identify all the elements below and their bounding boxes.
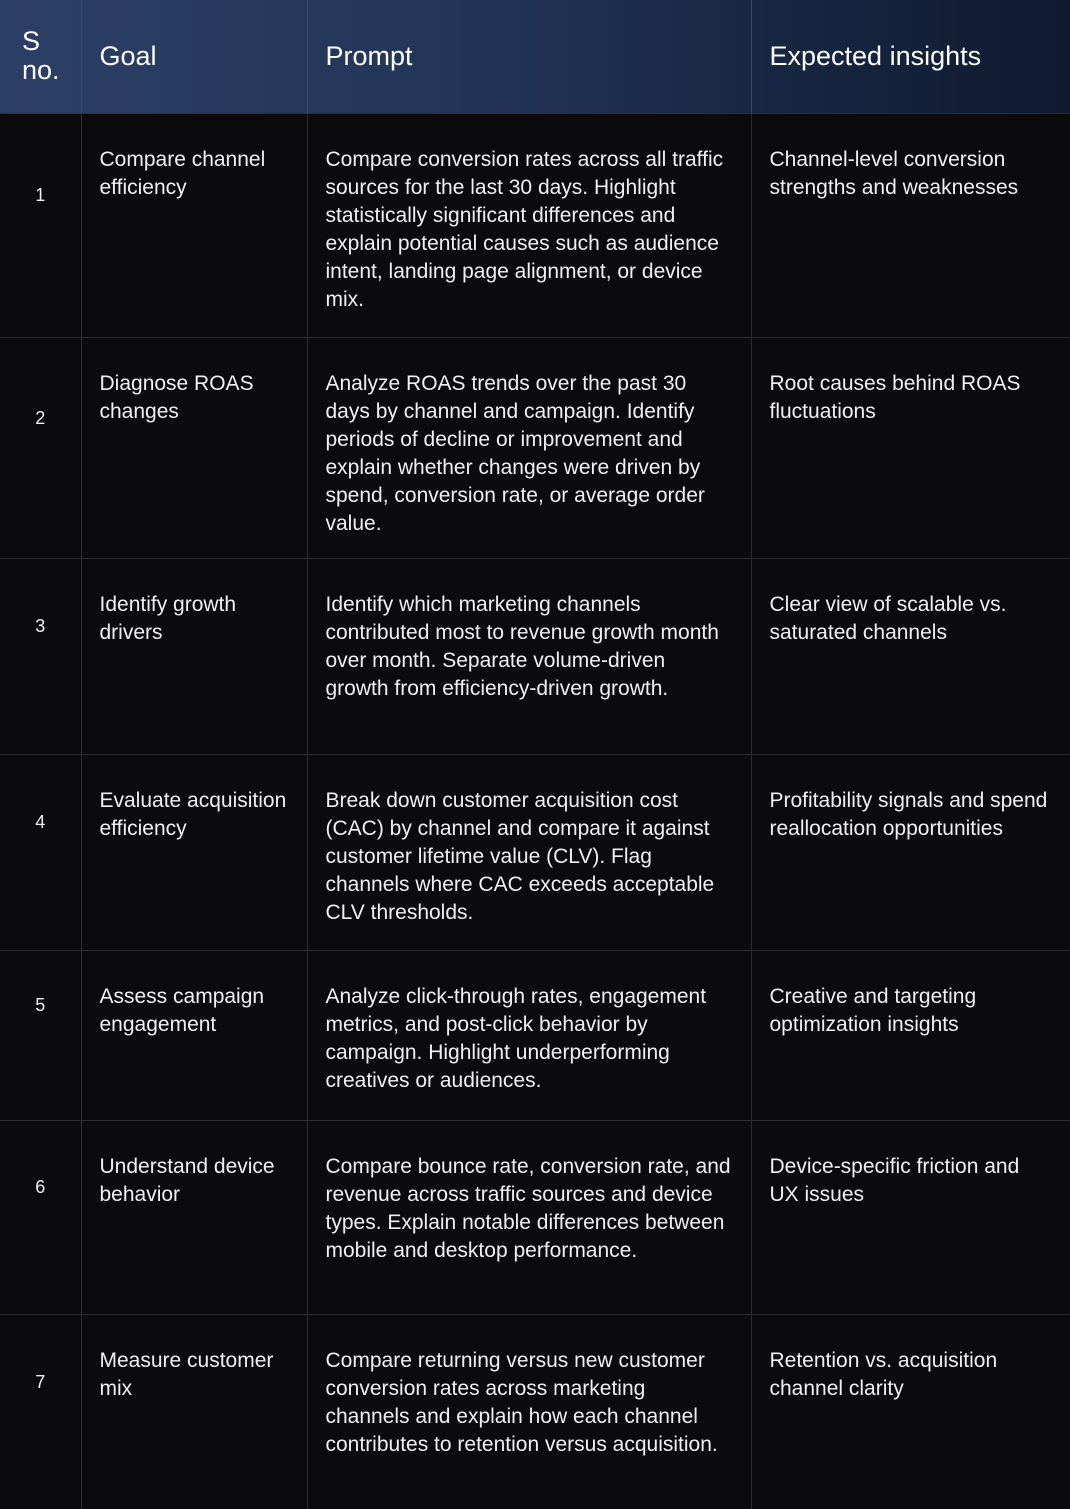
prompt-cell: Identify which marketing channels contributed most to revenue growth month over month. Separate volume-driven growth from efficiency-driven growth. xyxy=(307,558,751,754)
goal-cell: Compare channel efficiency xyxy=(81,113,307,337)
table-row xyxy=(0,754,1070,950)
prompt-cell: Compare conversion rates across all traffic sources for the last 30 days. Highlight statistically significant differences and explain potential causes such as audience intent, landing page alignment, or device mix. xyxy=(307,113,751,337)
table-row xyxy=(0,1120,1070,1314)
row-number-text: 1 xyxy=(35,185,46,205)
row-number xyxy=(0,337,81,558)
row-number-text: 3 xyxy=(35,616,46,636)
row-number xyxy=(0,1314,81,1509)
table-body xyxy=(0,113,1070,1509)
table-row xyxy=(0,1314,1070,1509)
row-number-text: 7 xyxy=(35,1371,46,1392)
row-number xyxy=(0,113,81,337)
row-number-text: 6 xyxy=(35,1177,46,1197)
goal-cell: Identify growth drivers xyxy=(81,558,307,754)
header-prompt: Prompt xyxy=(307,0,751,113)
header-row xyxy=(0,0,1070,113)
table-row xyxy=(0,558,1070,754)
insight-cell: Device-specific friction and UX issues xyxy=(751,1120,1070,1314)
goal-cell: Understand device behavior xyxy=(81,1120,307,1314)
table-row xyxy=(0,950,1070,1120)
row-number-text: 2 xyxy=(35,407,46,428)
table-row xyxy=(0,337,1070,558)
header-sno: S no. xyxy=(0,0,81,113)
goal-cell: Assess campaign engagement xyxy=(81,950,307,1120)
row-number xyxy=(0,1120,81,1314)
prompt-cell: Analyze ROAS trends over the past 30 days by channel and campaign. Identify periods of decline or improvement and explain whether changes were driven by spend, conversion rate, or average order value. xyxy=(307,337,751,558)
prompt-cell: Analyze click-through rates, engagement metrics, and post-click behavior by campaign. Highlight underperforming creatives or audiences. xyxy=(307,950,751,1120)
row-number xyxy=(0,950,81,1120)
goal-cell: Measure customer mix xyxy=(81,1314,307,1509)
row-number xyxy=(0,754,81,950)
prompt-cell: Compare returning versus new customer conversion rates across marketing channels and explain how each channel contributes to retention versus acquisition. xyxy=(307,1314,751,1509)
row-number-text: 4 xyxy=(35,812,46,832)
prompt-cell: Break down customer acquisition cost (CAC) by channel and compare it against customer lifetime value (CLV). Flag channels where CAC exceeds acceptable CLV thresholds. xyxy=(307,754,751,950)
insight-cell: Creative and targeting optimization insights xyxy=(751,950,1070,1120)
row-number xyxy=(0,558,81,754)
table-header xyxy=(0,0,1070,113)
insight-cell: Profitability signals and spend reallocation opportunities xyxy=(751,754,1070,950)
insight-cell: Channel-level conversion strengths and weaknesses xyxy=(751,113,1070,337)
insight-cell: Retention vs. acquisition channel clarity xyxy=(769,1348,998,1400)
insight-cell: Root causes behind ROAS fluctuations xyxy=(751,337,1070,558)
prompt-cell: Compare bounce rate, conversion rate, and revenue across traffic sources and device types. Explain notable differences between mobile and desktop performance. xyxy=(307,1120,751,1314)
row-number-text: 5 xyxy=(35,995,46,1015)
header-insights: Expected insights xyxy=(751,0,1070,113)
table-row xyxy=(0,113,1070,337)
header-goal: Goal xyxy=(81,0,307,113)
goal-cell: Evaluate acquisition efficiency xyxy=(81,754,307,950)
insight-cell: Clear view of scalable vs. saturated channels xyxy=(751,558,1070,754)
goal-cell: Diagnose ROAS changes xyxy=(81,337,307,558)
